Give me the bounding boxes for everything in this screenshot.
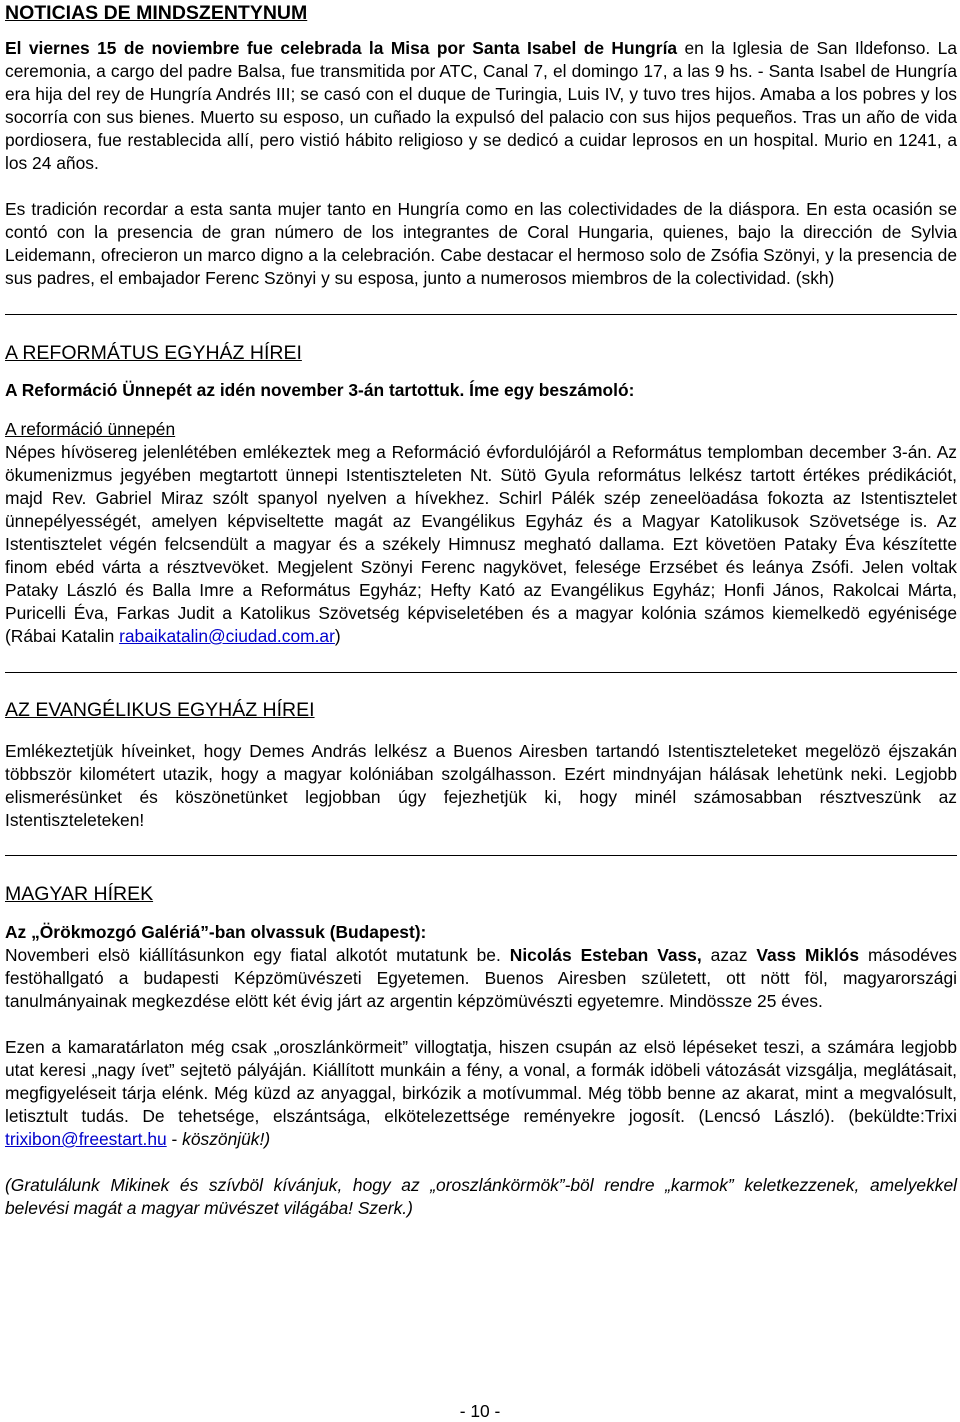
reformatus-subtitle: A reformáció ünnepén: [5, 419, 176, 439]
reformatus-lead: A Reformáció Ünnepét az idén november 3-án tartottuk. Íme egy beszámoló:: [5, 380, 635, 400]
section-title-noticias: NOTICIAS DE MINDSZENTYNUM: [5, 2, 308, 24]
reformatus-body: [5, 441, 957, 648]
email-link-rabai[interactable]: rabaikatalin@ciudad.com.ar: [119, 626, 335, 646]
artist-name-hungarian: Vass Miklós: [756, 945, 860, 965]
kamaratarlat-paragraph: [5, 1036, 957, 1151]
evangelikus-body: Emlékeztetjük híveinket, hogy Demes András lelkész a Buenos Airesben tartandó Istentiszteleteket megelözö éjszakán többször kilométert utazik, hogy a magyar kolóniában szolgálhasson. Ezért mindnyájan hálásak lehetünk neki. Legjobb elismerésünket és köszönetünket legjobban úgy fejezhetjük ki, hogy minél számosabban résztveszünk az Istentiszteleteken!: [5, 741, 957, 830]
dash: -: [166, 1129, 183, 1149]
section-title-reformatus: A REFORMÁTUS EGYHÁZ HÍREI: [5, 342, 302, 364]
paragraph-text: Novemberi elsö kiállításunkon egy fiatal alkotót mutatunk be.: [5, 945, 510, 965]
paragraph-text: Ezen a kamaratárlaton még csak „oroszlánkörmeit” villogtatja, hiszen csupán az elsö lépéseket teszi, a számára legjobb utat keresi „nagy ívet” sejtetö pályáján. Kiállított munkáin a fény, a vonal, a formák idöbeli vátozását vizsgálja, meglátásait, megfigyeléseit tárja elénk. Még küzd az anyaggal, birkózik a motívummal. Még több benne az akarat, mint a megvalósult, letisztult tudás. De tehetsége, elszántsága, elkötelezettsége reményekre jogosít. (Lencsó László). (beküldte:Trixi: [5, 1037, 957, 1126]
paragraph-text: en la Iglesia de San Ildefonso. La ceremonia, a cargo del padre Balsa, fue transmitida por ATC, Canal 7, el domingo 17, a las 9 hs. - Santa Isabel de Hungría era hija del rey de Hungría Andrés III; se casó con el duque de Turingia, Luis IV, y tuvo tres hijos. Amaba a los pobres y los socorría con sus bienes. Muerto su esposo, un cuñado la expulsó del palacio con sus hijos pequeños. Tras un año de vida pordiosera, fue restablecida allí, pero vistió hábito religioso y se dedicó a cuidar leprosos en un hospital. Murio en 1241, a los 24 años.: [5, 38, 957, 173]
paragraph-text: Népes hívösereg jelenlétében emlékeztek meg a Reformáció évfordulójáról a Református templomban december 3-án. Az ökumenizmus jegyében megtartott ünnepi Istentiszteleten Nt. Sütö Gyula református lelkész tartott értékes prédikációt, majd Rev. Gabriel Miraz szólt spanyol nyelven a hívekhez. Schirl Pálék szép zeneelöadása fokozta az Istentisztelet ünnepélyességét, amelyen képviseltette magát az Evangélikus Egyház és a Magyar Katolikusok Szövetsége is. Az Istentisztelet végén felcsendült a magyar és a székely Himnusz megható dallama. Ezt követöen Pataky Éva készítette finom ebéd várta a résztvevöket. Megjelent Szönyi Ferenc nagykövet, felesége Erzsébet és leánya Zsófi. Jelen voltak Pataky László és Balla Imre a Református Egyház; Hefty Kató az Evangélikus Egyház; Honfi János, Rakolcai Márta, Puricelli Éva, Farkas Judit a Katolikus Szövetség képviseletében és a magyar kolónia számos kiemelkedö egyénisége (Rábai Katalin: [5, 442, 957, 646]
document-page: [5, 0, 957, 1220]
thanks-text: köszönjük!): [182, 1129, 271, 1149]
page-number: - 10 -: [459, 1401, 501, 1421]
paragraph-tradicion: Es tradición recordar a esta santa mujer tanto en Hungría como en las colectividades de la diáspora. En esta ocasión se contó con la presencia de gran número de los integrantes de Coral Hungaria, quienes, bajo la dirección de Sylvia Leidemann, ofrecieron un marco digno a la celebración. Cabe destacar el hermoso solo de Zsófia Szönyi, y la presencia de sus padres, el embajador Ferenc Szönyi y su esposa, junto a numerosos miembros de la colectividad. (skh): [5, 199, 957, 288]
section-title-magyar-hirek: MAGYAR HÍREK: [5, 883, 154, 905]
gratulalunk-paragraph: (Gratulálunk Mikinek és szívböl kívánjuk, hogy az „oroszlánkörmök”-böl rendre „karmok” keletkezzenek, amelyekkel belevési magát a magyar müvészet világába! Szerk.): [5, 1175, 957, 1218]
paragraph-text: azaz: [701, 945, 757, 965]
bold-lead: El viernes 15 de noviembre fue celebrada la Misa por Santa Isabel de Hungría: [5, 38, 678, 58]
closing-paren: ): [334, 626, 341, 646]
email-link-trixi[interactable]: trixibon@freestart.hu: [5, 1129, 167, 1149]
magyar-hirek-lead: Az „Örökmozgó Galériá”-ban olvassuk (Budapest):: [5, 922, 427, 942]
artist-name: Nicolás Esteban Vass,: [509, 945, 702, 965]
paragraph-text: másodéves festöhallgató a budapesti Képzömüvészeti Egyetemen. Buenos Airesben született, ott nött föl, magyarországi tanulmányainak megkezdése elött két évig járt az argentin képzömüvészti egyetemre. Mindössze 25 éves.: [5, 945, 957, 1011]
vass-paragraph: [5, 944, 957, 1013]
section-title-evangelikus: AZ EVANGÉLIKUS EGYHÁZ HÍREI: [5, 699, 315, 721]
paragraph-santa-isabel: [5, 37, 957, 175]
